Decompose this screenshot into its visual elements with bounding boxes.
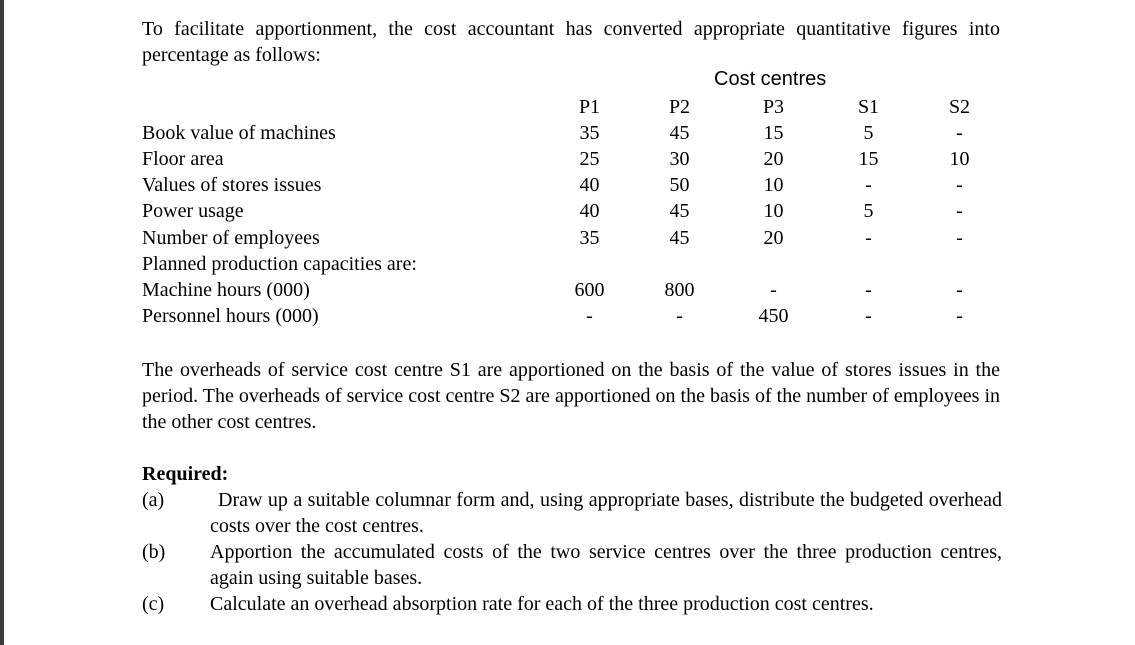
header-label-cell — [142, 94, 547, 120]
column-header-s1: S1 — [857, 95, 880, 118]
row-label: Power usage — [142, 200, 244, 223]
item-text: Apportion the accumulated costs of the two service centres over the three production centres, again using suitable bases. — [210, 541, 1002, 589]
cell-value: - — [956, 278, 963, 301]
cell-value: 800 — [664, 278, 695, 301]
cell-value: 15 — [858, 147, 879, 170]
cell-value: 45 — [669, 200, 690, 223]
row-label: Planned production capacities are: — [142, 252, 417, 275]
cell-value: 10 — [763, 174, 784, 197]
table-row — [142, 146, 1002, 172]
table-row — [142, 251, 1002, 277]
row-label: Book value of machines — [142, 121, 336, 144]
cell-value: - — [956, 305, 963, 328]
cell-value: 25 — [579, 147, 600, 170]
cell-value: 40 — [579, 200, 600, 223]
column-header-p3: P3 — [762, 95, 785, 118]
cell-value — [547, 251, 632, 277]
table-row — [142, 225, 1002, 251]
column-header-s2: S2 — [948, 95, 971, 118]
cell-value: 10 — [949, 147, 970, 170]
cell-value: 50 — [669, 174, 690, 197]
cell-value: 40 — [579, 174, 600, 197]
row-label: Machine hours (000) — [142, 278, 310, 301]
item-text: Draw up a suitable columnar form and, using appropriate bases, distribute the budgeted overhead costs over the cost centres. — [210, 489, 1002, 537]
list-item — [142, 539, 1002, 591]
row-label: Values of stores issues — [142, 174, 322, 197]
row-label: Floor area — [142, 147, 224, 170]
cell-value: 20 — [763, 226, 784, 249]
required-list — [142, 487, 1002, 617]
item-letter: (b) — [142, 541, 166, 563]
cell-value: - — [586, 305, 593, 328]
cell-value — [632, 251, 727, 277]
cell-value — [727, 251, 820, 277]
cell-value: 35 — [579, 226, 600, 249]
cell-value: 10 — [763, 200, 784, 223]
cell-value: - — [865, 278, 872, 301]
row-label: Personnel hours (000) — [142, 305, 319, 328]
left-border — [0, 0, 4, 645]
table-header-row — [142, 94, 1002, 120]
column-header-p2: P2 — [668, 95, 691, 118]
cost-centres-table — [142, 94, 1002, 330]
cell-value: - — [770, 278, 777, 301]
cell-value: 5 — [863, 200, 874, 223]
list-item — [142, 591, 1002, 617]
table-row — [142, 199, 1002, 225]
cell-value: - — [865, 226, 872, 249]
cell-value: - — [956, 121, 963, 144]
cell-value: 20 — [763, 147, 784, 170]
cell-value: - — [956, 174, 963, 197]
cell-value — [917, 251, 1002, 277]
table-row — [142, 173, 1002, 199]
cell-value: 35 — [579, 121, 600, 144]
item-letter: (a) — [142, 489, 165, 511]
row-label: Number of employees — [142, 226, 320, 249]
required-heading: Required: — [142, 463, 229, 485]
cell-value: 15 — [763, 121, 784, 144]
cell-value — [820, 251, 917, 277]
cell-value: - — [676, 305, 683, 328]
item-text: Calculate an overhead absorption rate for each of the three production cost centres. — [210, 593, 874, 615]
cost-centres-heading: Cost centres — [714, 68, 827, 90]
cell-value: 30 — [669, 147, 690, 170]
apportionment-paragraph: The overheads of service cost centre S1 are apportioned on the basis of the value of stores issues in the period. The overheads of service cost centre S2 are apportioned on the basis of the number of employees in the other cost centres. — [142, 359, 1000, 433]
table-row — [142, 120, 1002, 146]
column-header-p1: P1 — [578, 95, 601, 118]
table-row — [142, 304, 1002, 330]
item-letter: (c) — [142, 593, 165, 615]
cell-value: 450 — [758, 305, 789, 328]
cell-value: - — [956, 226, 963, 249]
cell-value: 45 — [669, 121, 690, 144]
table-row — [142, 277, 1002, 303]
cell-value: 600 — [574, 278, 605, 301]
cell-value: 45 — [669, 226, 690, 249]
list-item — [142, 487, 1002, 539]
cell-value: - — [956, 200, 963, 223]
cell-value: 5 — [863, 121, 874, 144]
intro-paragraph: To facilitate apportionment, the cost accountant has converted appropriate quantitative figures into percentage as follows: — [142, 18, 1000, 66]
cell-value: - — [865, 174, 872, 197]
cell-value: - — [865, 305, 872, 328]
